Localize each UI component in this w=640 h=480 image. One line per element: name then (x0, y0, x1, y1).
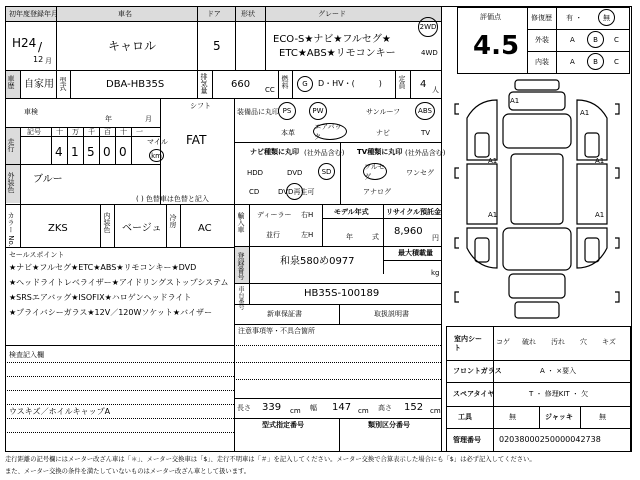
exterior-c: C (614, 36, 619, 44)
color-value: ブルー (33, 174, 63, 185)
mileage-header-3: 千 (88, 128, 95, 136)
mileage-label: 走行 (7, 138, 15, 152)
damage-mark: A1 (488, 157, 498, 165)
history-label: 車歴 (7, 75, 15, 89)
mgmt-label: 管理番号 (453, 436, 481, 444)
mileage-header-5: 十 (120, 128, 127, 136)
mileage-header-6: 一 (136, 128, 143, 136)
interior-sheet-label: 室内シート (454, 335, 482, 353)
chassis-value: HB35S-100189 (304, 288, 380, 299)
navi-title: ナビ種類に丸印 (250, 148, 299, 156)
drive-4wd: 4WD (421, 49, 438, 57)
spare-label: スペアタイヤ (453, 390, 495, 398)
sales-point-line: ★ナビ★フルセグ★ETC★ABS★リモコンキー★DVD (9, 263, 197, 272)
exterior-label: 外装 (535, 36, 549, 44)
navi-sd-circle: SD (318, 163, 335, 180)
sales-point-title: セールスポイント (9, 251, 65, 259)
repair-options: 有 ・ (566, 14, 583, 22)
footer-line1: 走行距離の記号欄にはメーター改ざん車は「＊」、メーター交換車は「$」、走行不明車は「＃」を記入してください。メーター交換で合算表示した場合にも「$」は必ず記入してください。 (5, 456, 536, 463)
car-name: キャロル (108, 39, 157, 53)
ac-label: 冷房 (169, 214, 177, 228)
navi-sub: (社外品含む) (304, 149, 345, 157)
equip-airbag-circle: エアバック (313, 123, 347, 140)
windshield-label: フロントガラス (453, 367, 502, 375)
name-label: 車名 (118, 10, 132, 18)
interior-item: 穴 (580, 338, 587, 346)
color-note: ( ) 色替車は色替と記入 (136, 195, 209, 203)
plate-label: 登録番号 (237, 252, 245, 280)
navi-cd: CD (249, 188, 260, 196)
chassis-label: 車台番号 (237, 286, 244, 310)
mileage-header-1: 十 (56, 128, 63, 136)
exterior-a: A (570, 36, 575, 44)
interior-item: 汚れ (551, 338, 565, 346)
windshield-value: A ・ ×要入 (540, 367, 577, 375)
repair-label: 修復歴 (531, 14, 552, 22)
import-dealer: ディーラー (257, 211, 292, 219)
model-year-unit: 年 (346, 233, 353, 241)
width-value: 147 (332, 402, 352, 413)
width-unit: cm (358, 407, 369, 415)
mileage-header-2: 万 (72, 128, 79, 136)
interior-item: コゲ (496, 338, 510, 346)
shape-label: 形状 (241, 10, 255, 18)
manual-label: 取扱説明書 (374, 310, 409, 318)
damage-mark: A1 (595, 211, 605, 219)
equip-tv: TV (421, 129, 431, 137)
grade-label: グレード (318, 10, 346, 18)
car-damage-diagram (445, 78, 629, 323)
interior-item: 破れ (522, 338, 536, 346)
mileage-digit: 0 (119, 145, 127, 159)
damage-mark: A1 (580, 109, 590, 117)
interior-b-circle: B (587, 53, 604, 70)
warranty-label: 新車保証書 (267, 310, 302, 318)
equip-pw-circle: PW (309, 102, 327, 120)
repair-none-circle: 無 (598, 9, 615, 26)
first-reg-year: H24 (12, 36, 37, 50)
tv-analog: アナログ (363, 188, 391, 196)
color-no-label: カラー No. (7, 212, 15, 247)
interior-item: キズ (602, 338, 616, 346)
type-label: 型式 (59, 77, 67, 91)
interior-color-label: 内装色 (103, 212, 111, 233)
equip-leather: 本革 (281, 129, 295, 137)
header-fill (6, 7, 441, 21)
import-label: 輸入車 (237, 212, 245, 233)
navi-dvd-play-circle (286, 183, 303, 200)
width-label: 幅 (310, 404, 317, 412)
sales-point-line: ★SRSエアバッグ★ISOFIX★ハロゲンヘッドライト (9, 293, 192, 302)
history-value: 自家用 (24, 79, 54, 90)
color-label: 外装色 (7, 172, 15, 193)
type-value: DBA-HB35S (106, 79, 165, 90)
equip-ps-circle: PS (278, 102, 296, 120)
fuel-g-circle: G (297, 76, 313, 92)
mgmt-value: 02038000250000042738 (499, 435, 601, 444)
sales-point-line: ★プライバシーガラス★12V／120Wソケット★バイザー (9, 308, 213, 317)
ac-value: AC (198, 223, 212, 234)
damage-mark: A1 (488, 211, 498, 219)
notes-label: 注意事項等・不具合箇所 (238, 327, 315, 335)
fuel-rest: D・HV・( ) (318, 79, 382, 88)
inspection-year-unit: 年 (105, 115, 112, 123)
mileage-digit: 5 (87, 145, 95, 159)
damage-mark: A1 (595, 157, 605, 165)
mileage-header-0: 記号 (27, 128, 41, 136)
grade-line1: ECO-S★ナビ★フルセグ★ (273, 34, 391, 45)
mile-text: マイル (147, 138, 168, 146)
capacity-value: 4 (420, 79, 427, 90)
length-unit: cm (290, 407, 301, 415)
equip-sunroof: サンルーフ (366, 108, 401, 116)
first-reg-month-unit: 月 (45, 57, 52, 65)
model-year-label: モデル年式 (334, 208, 369, 216)
first-reg-month: 12 (33, 55, 44, 64)
tool-label: 工具 (458, 413, 472, 421)
import-parallel: 並行 (266, 231, 280, 239)
equip-navi: ナビ (376, 129, 390, 137)
inspection-label: 車検 (24, 108, 38, 116)
import-left: 左H (301, 231, 314, 239)
tool-value: 無 (509, 413, 516, 421)
length-label: 長さ (237, 404, 251, 412)
navi-hdd: HDD (247, 169, 264, 177)
type-cert-label: 型式指定番号 (262, 421, 304, 429)
disp-unit: CC (265, 86, 275, 94)
mileage-digit: 4 (55, 145, 63, 159)
first-reg-label: 初年度登録年月 (9, 10, 58, 18)
drive-2wd-circle: 2WD (418, 17, 438, 37)
inspection-month-unit: 月 (145, 115, 152, 123)
equip-abs-circle: ABS (415, 102, 435, 120)
fuel-label: 燃料 (281, 75, 289, 89)
score-value: 4.5 (473, 31, 520, 61)
tv-sub: (社外品含む) (405, 149, 446, 157)
disp-label: 排気量 (200, 73, 208, 94)
grade-line2: ETC★ABS★リモコンキー (279, 48, 396, 59)
height-value: 152 (404, 402, 424, 413)
sales-point-line: ★ヘッドライトレベライザー★アイドリングストップシステム (9, 278, 229, 287)
mileage-header-4: 百 (104, 128, 111, 136)
footer-line2: また、メーター交換の条件を満たしていないものはメーター改ざん車として扱います。 (5, 468, 251, 475)
navi-dvd: DVD (287, 169, 303, 177)
max-load-unit: kg (431, 269, 440, 277)
disp-value: 660 (231, 79, 251, 90)
doors-label: ドア (207, 10, 221, 18)
shift-label: シフト (190, 102, 211, 110)
equipment-title: 装備品に丸印 (237, 108, 279, 116)
inspector-title: 検査記入欄 (9, 351, 44, 359)
damage-mark: A1 (510, 97, 520, 105)
spare-value: T ・ 修理KIT ・ 欠 (529, 390, 589, 398)
shift-value: FAT (186, 133, 207, 147)
capacity-label: 定員 (398, 75, 406, 89)
interior-a: A (570, 58, 575, 66)
exterior-b-circle: B (587, 31, 604, 48)
interior-label: 内装 (535, 58, 549, 66)
jack-label: ジャッキ (545, 413, 573, 421)
navi-dvd-play: DVD再生可 (278, 188, 315, 196)
length-value: 339 (262, 402, 282, 413)
first-reg-sep: / (38, 40, 43, 54)
recycle-value: 8,960 (394, 226, 423, 237)
tv-oneseg: ワンセグ (406, 169, 434, 177)
km-circle: km (149, 149, 164, 162)
category-label: 類別区分番号 (368, 421, 410, 429)
model-unit: 式 (372, 233, 379, 241)
doors-value: 5 (213, 39, 221, 53)
import-right: 右H (301, 211, 314, 219)
capacity-unit: 人 (432, 86, 439, 94)
inspector-note: ウスキズ／ホイルキャップA (9, 407, 111, 416)
tv-title: TV種類に丸印 (357, 148, 403, 156)
mileage-digit: 0 (103, 145, 111, 159)
height-label: 高さ (378, 404, 392, 412)
recycle-label: リサイクル預託金 (386, 208, 442, 216)
recycle-unit: 円 (432, 234, 439, 242)
color-no-value: ZKS (48, 223, 68, 234)
interior-c: C (614, 58, 619, 66)
score-label: 評価点 (480, 13, 501, 21)
jack-value: 無 (599, 413, 606, 421)
interior-color-value: ベージュ (122, 223, 162, 234)
tv-fullseg-circle: フルセグ (363, 163, 387, 180)
mileage-digit: 1 (71, 145, 79, 159)
height-unit: cm (430, 407, 441, 415)
max-load-label: 最大積載量 (398, 249, 433, 257)
plate-value: 和泉580め0977 (280, 256, 355, 267)
